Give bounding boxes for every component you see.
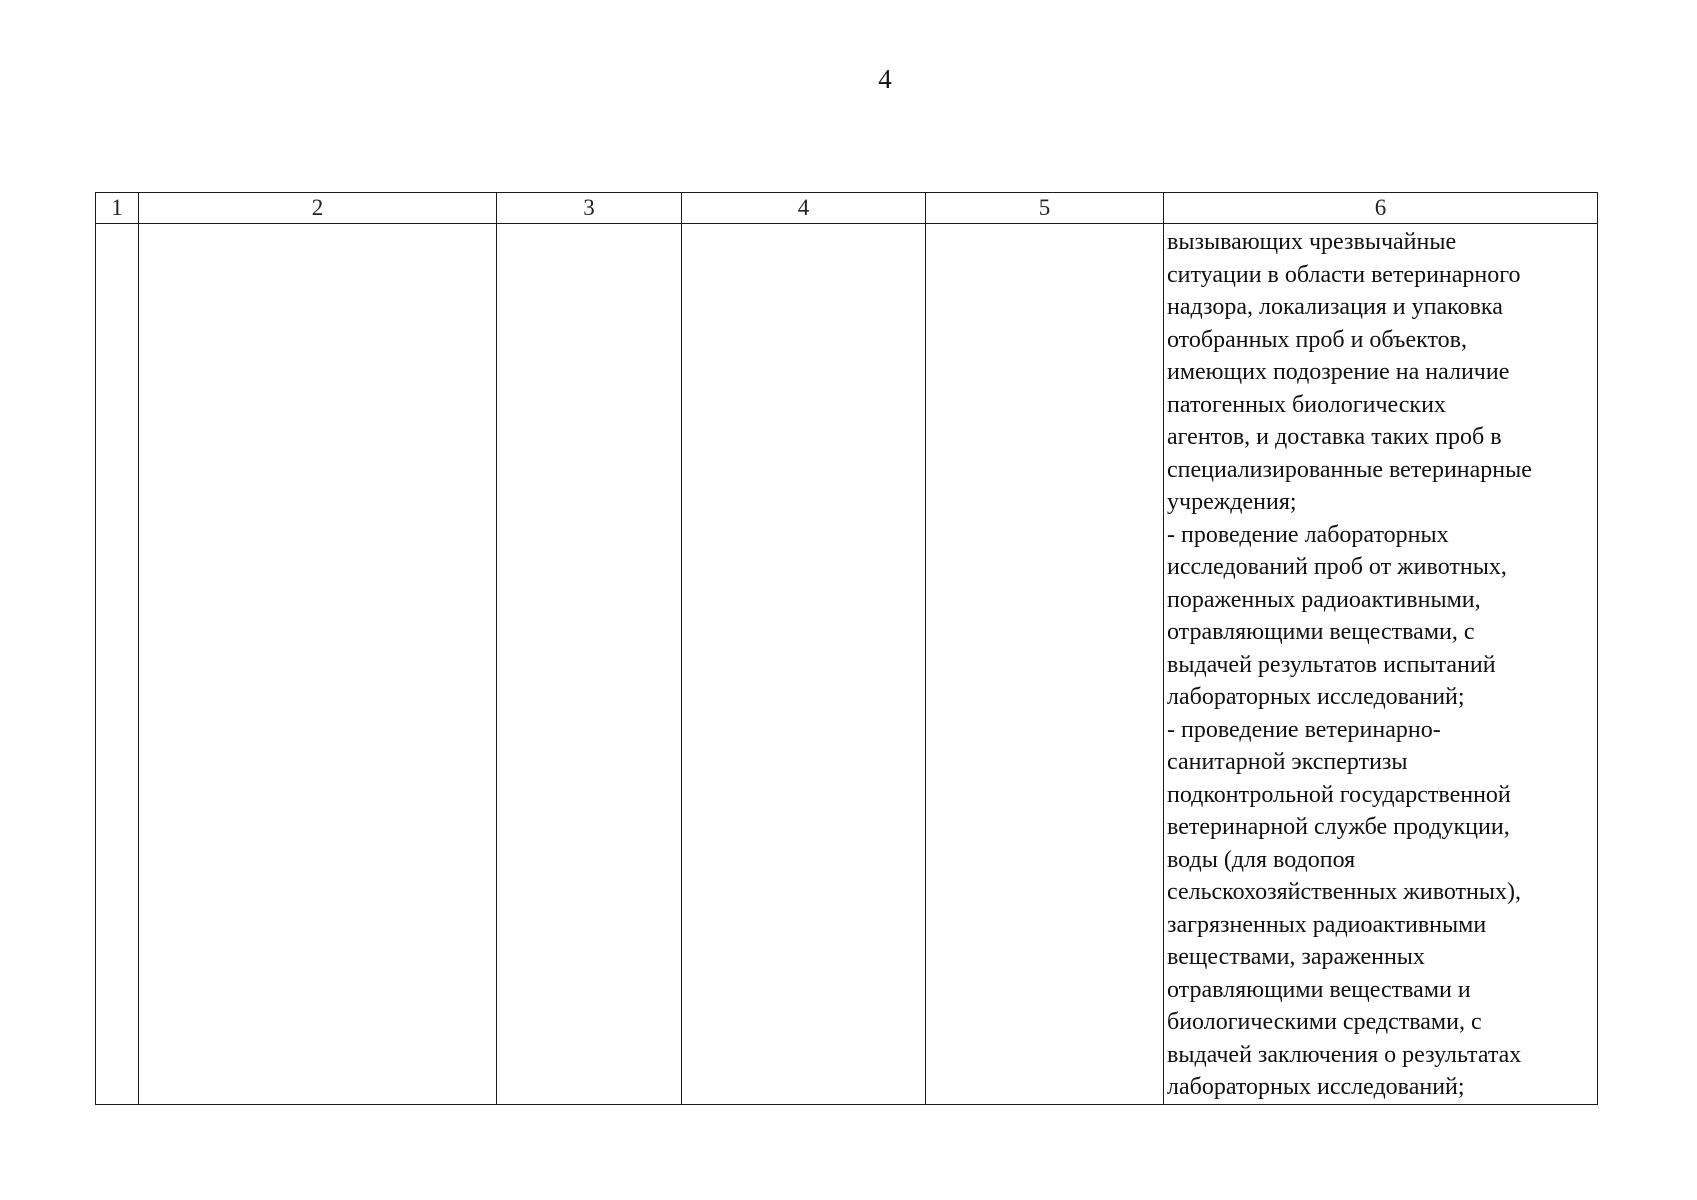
cell-col-2 — [139, 224, 497, 1105]
column-header-5: 5 — [926, 193, 1164, 224]
text-line: ветеринарной службе продукции, — [1167, 814, 1510, 840]
text-line: отобранных проб и объектов, — [1167, 326, 1467, 353]
text-line: - проведение ветеринарно- — [1167, 716, 1441, 743]
text-line: специализированные ветеринарные — [1167, 456, 1532, 483]
text-line: имеющих подозрение на наличие — [1167, 359, 1510, 385]
text-line: патогенных биологических — [1167, 391, 1446, 418]
cell-col-1 — [96, 224, 139, 1105]
text-line: исследований проб от животных, — [1167, 554, 1507, 580]
table-row — [96, 224, 1598, 1105]
column-header-4: 4 — [682, 193, 926, 224]
column-header-2: 2 — [139, 193, 497, 224]
cell-col-6-text — [1164, 224, 1597, 1104]
text-line: агентов, и доставка таких проб в — [1167, 424, 1502, 450]
text-line: ситуации в области ветеринарного — [1167, 261, 1521, 288]
cell-col-3 — [497, 224, 682, 1105]
column-header-1: 1 — [96, 193, 139, 224]
text-line: лабораторных исследований; — [1167, 684, 1465, 710]
text-line: отравляющими веществами и — [1167, 976, 1471, 1003]
page-number: 4 — [878, 64, 892, 94]
text-line: санитарной экспертизы — [1167, 749, 1408, 775]
text-line: пораженных радиоактивными, — [1167, 586, 1481, 613]
cell-col-6 — [1164, 224, 1598, 1105]
document-table — [95, 192, 1598, 1105]
text-line: выдачей заключения о результатах — [1167, 1041, 1522, 1068]
text-line: учреждения; — [1167, 489, 1297, 515]
text-line: сельскохозяйственных животных), — [1167, 879, 1521, 905]
text-line: подконтрольной государственной — [1167, 781, 1511, 808]
text-line: отравляющими веществами, с — [1167, 619, 1475, 645]
text-line: воды (для водопоя — [1167, 846, 1356, 873]
text-line: выдачей результатов испытаний — [1167, 651, 1496, 678]
table-header-row — [96, 193, 1598, 224]
column-header-3: 3 — [497, 193, 682, 224]
text-line: веществами, зараженных — [1167, 944, 1425, 970]
column-header-6: 6 — [1164, 193, 1598, 224]
cell-col-4 — [682, 224, 926, 1105]
text-line: надзора, локализация и упаковка — [1167, 294, 1503, 320]
text-line: лабораторных исследований; — [1167, 1074, 1465, 1100]
cell-col-5 — [926, 224, 1164, 1105]
text-line: вызывающих чрезвычайные — [1167, 229, 1457, 255]
text-line: - проведение лабораторных — [1167, 521, 1449, 548]
text-line: биологическими средствами, с — [1167, 1009, 1482, 1035]
text-line: загрязненных радиоактивными — [1167, 911, 1487, 938]
